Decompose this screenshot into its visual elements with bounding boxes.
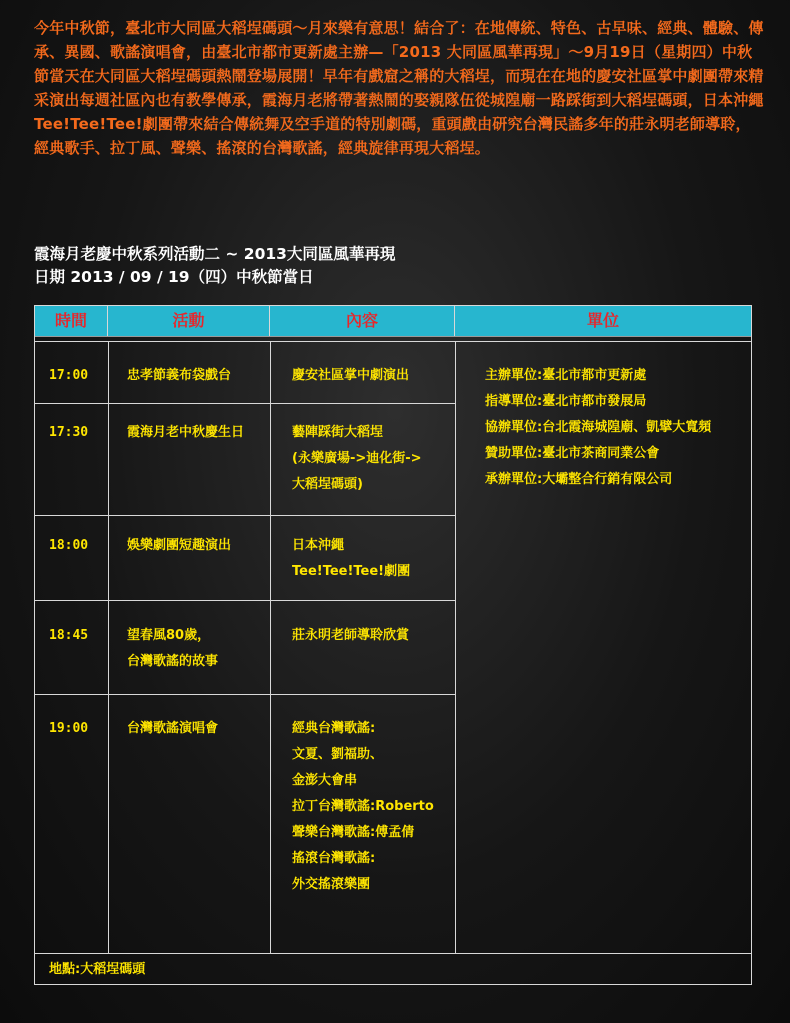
unit-organizer: 主辦單位:臺北市都市更新處 (485, 368, 647, 383)
row-line-1 (35, 403, 455, 404)
row-4-time: 18:45 (49, 628, 89, 643)
row-5-activity: 台灣歌謠演唱會 (127, 721, 219, 736)
header-unit: 單位 (455, 306, 751, 336)
unit-supervisor: 指導單位:臺北市都市發展局 (485, 394, 647, 409)
intro-paragraph: 今年中秋節，臺北市大同區大稻埕碼頭〜月來樂有意思！結合了：在地傳統、特色、古早味、經典、體驗、傳承、異國、歌謠演唱會，由臺北市都市更新處主辦—「2013 大同區風華再現」〜9月19日（星期四）中秋節當天在大同區大稻埕碼頭熱鬧登場展開！早年有戲窟之稱的大稻埕，而現在在地的慶安社區掌中劇團帶來精采演出每週社區內也有教學傳承，霞海月老將帶著熱鬧的娶親隊伍從城隍廟一路踩街到大稻埕碼頭，日本沖繩Tee!Tee!Tee!劇團帶來結合傳統舞及空手道的特別劇碼，重頭戲由研究台灣民謠多年的莊永明老師導聆，經典歌手、拉丁風、聲樂、搖滾的台灣歌謠，經典旋律再現大稻埕。 (34, 19, 764, 157)
event-date: 日期 2013 / 09 / 19（四）中秋節當日 (34, 268, 314, 286)
location-divider (35, 953, 751, 954)
col-line-1 (108, 341, 109, 953)
row-2-time: 17:30 (49, 425, 89, 440)
row-1-content: 慶安社區掌中劇演出 (292, 368, 410, 383)
unit-co-organizer: 協辦單位:台北霞海城隍廟、凱擘大寬頻 (485, 420, 712, 435)
row-line-3 (35, 600, 455, 601)
unit-sponsor: 贊助單位:臺北市茶商同業公會 (485, 446, 660, 461)
row-3-content: 日本沖繩 Tee!Tee!Tee!劇團 (292, 538, 411, 579)
row-4-content: 莊永明老師導聆欣賞 (292, 628, 410, 643)
row-5-time: 19:00 (49, 721, 89, 736)
col-line-3 (455, 341, 456, 953)
event-title: 霞海月老慶中秋系列活動二 ~ 2013大同區風華再現 (34, 245, 396, 263)
schedule-table (34, 305, 752, 985)
header-divider (35, 336, 751, 337)
row-3-activity: 娛樂劇團短趣演出 (127, 538, 232, 553)
header-activity: 活動 (108, 306, 270, 336)
row-3-time: 18:00 (49, 538, 89, 553)
row-line-4 (35, 694, 455, 695)
row-4-activity: 望春風80歲， 台灣歌謠的故事 (127, 628, 219, 669)
header-content: 內容 (270, 306, 455, 336)
body-top-line (35, 341, 751, 342)
row-line-2 (35, 515, 455, 516)
row-5-content: 經典台灣歌謠: 文夏、劉福助、 金澎大會串 拉丁台灣歌謠:Roberto 聲樂台灣歌謠:傅孟倩 搖滾台灣歌謠: 外交搖滾樂團 (292, 721, 434, 892)
unit-executor: 承辦單位:大壩整合行銷有限公司 (485, 472, 673, 487)
header-time: 時間 (35, 306, 108, 336)
row-2-content: 藝陣踩街大稻埕 (永樂廣場->迪化街-> 大稻埕碼頭) (292, 425, 422, 492)
row-1-activity: 忠孝節義布袋戲台 (127, 368, 232, 383)
units-list (485, 363, 711, 493)
row-2-activity: 霞海月老中秋慶生日 (127, 425, 245, 440)
col-line-2 (270, 341, 271, 953)
row-1-time: 17:00 (49, 368, 89, 383)
location-text: 地點:大稻埕碼頭 (49, 962, 146, 977)
